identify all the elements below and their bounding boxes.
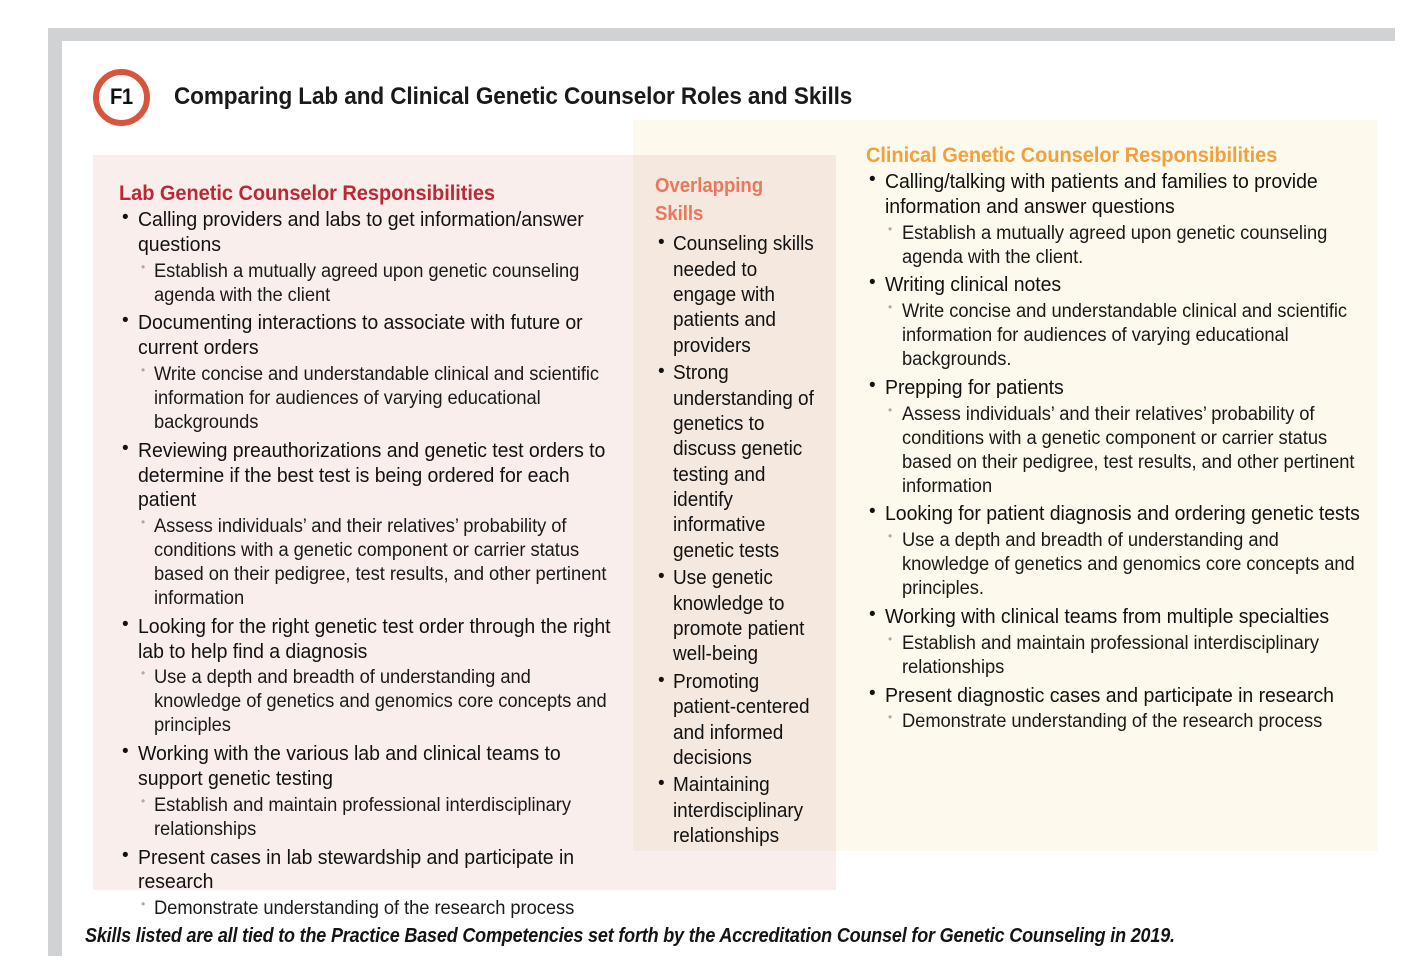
sub-bullet-item xyxy=(138,666,611,738)
bullet-item xyxy=(866,170,1362,269)
bullet-text: • Reviewing preauthorizations and genetic test orders to determine if the best test is being ordered for each patient xyxy=(138,438,606,512)
sub-bullet-text: • Write concise and understandable clinical and scientific information for audiences of varying educational backgrounds. xyxy=(902,301,1348,371)
bullet-text: • Use genetic knowledge to promote patient well-being xyxy=(673,567,805,666)
bullet-text: • Calling providers and labs to get information/answer questions xyxy=(138,208,584,256)
overlap-heading-line-1: Overlapping xyxy=(655,175,764,197)
bullet-text: • Working with clinical teams from multiple specialties xyxy=(885,605,1330,629)
sub-bullet-list xyxy=(885,222,1362,270)
figure-title: Comparing Lab and Clinical Genetic Counselor Roles and Skills xyxy=(174,83,853,110)
lab-column-heading: Lab Genetic Counselor Responsibilities xyxy=(119,181,495,205)
figure-header xyxy=(93,66,911,128)
sub-bullet-text: • Establish and maintain professional interdisciplinary relationships xyxy=(154,794,571,840)
lab-bullet-list xyxy=(119,208,611,921)
sub-bullet-item xyxy=(885,529,1362,601)
clinical-column-heading: Clinical Genetic Counselor Responsibilities xyxy=(866,143,1278,167)
bullet-text: • Looking for patient diagnosis and ordering genetic tests xyxy=(885,502,1360,526)
sub-bullet-item xyxy=(885,632,1362,680)
overlap-bullet-list xyxy=(655,232,824,849)
sub-bullet-text: • Assess individuals’ and their relatives’ probability of conditions with a genetic component or carrier status based on their pedigree, test results, and other pertinent information xyxy=(154,516,607,609)
clinical-responsibilities-column xyxy=(836,120,1378,738)
overlap-heading-line-2: Skills xyxy=(655,202,704,225)
sub-bullet-item xyxy=(885,403,1362,499)
sub-bullet-item xyxy=(138,897,611,921)
bullet-text: • Maintaining interdisciplinary relationships xyxy=(673,774,804,848)
page-frame-top-bar xyxy=(48,28,1395,41)
sub-bullet-item xyxy=(138,260,611,308)
figure-number-badge xyxy=(93,69,150,126)
sub-bullet-list xyxy=(138,897,611,921)
bullet-item xyxy=(655,670,824,772)
bullet-text: • Calling/talking with patients and families to provide information and answer questions xyxy=(885,170,1318,218)
sub-bullet-item xyxy=(885,710,1362,734)
bullet-item xyxy=(655,361,824,564)
bullet-item xyxy=(119,846,611,922)
figure-number-label: F1 xyxy=(110,84,133,109)
bullet-text: • Counseling skills needed to engage with patients and providers xyxy=(673,233,814,357)
sub-bullet-text: • Write concise and understandable clinical and scientific information for audiences of varying educational backgrounds xyxy=(154,364,600,433)
sub-bullet-text: • Demonstrate understanding of the research process xyxy=(902,711,1323,733)
bullet-text: • Prepping for patients xyxy=(885,376,1064,399)
bullet-item xyxy=(866,273,1362,372)
bullet-text: • Present cases in lab stewardship and participate in research xyxy=(138,845,575,894)
overlap-column-heading xyxy=(655,173,812,228)
bullet-text: • Documenting interactions to associate with future or current orders xyxy=(138,311,583,360)
sub-bullet-text: • Establish and maintain professional interdisciplinary relationships xyxy=(902,632,1319,678)
sub-bullet-item xyxy=(138,363,611,435)
sub-bullet-list xyxy=(138,666,611,738)
bullet-item xyxy=(119,615,611,738)
clinical-bullet-list xyxy=(866,170,1362,734)
sub-bullet-item xyxy=(885,300,1362,372)
sub-bullet-list xyxy=(885,300,1362,372)
sub-bullet-text: • Use a depth and breadth of understanding and knowledge of genetics and genomics core concepts and principles. xyxy=(902,530,1355,600)
sub-bullet-list xyxy=(885,529,1362,601)
bullet-item xyxy=(119,208,611,307)
sub-bullet-text: • Establish a mutually agreed upon genetic counseling agenda with the client xyxy=(154,260,580,306)
sub-bullet-list xyxy=(885,403,1362,499)
sub-bullet-item xyxy=(885,222,1362,270)
bullet-text: • Looking for the right genetic test order through the right lab to help find a diagnosis xyxy=(138,614,611,663)
sub-bullet-list xyxy=(138,515,611,611)
sub-bullet-item xyxy=(138,794,611,842)
sub-bullet-list xyxy=(138,260,611,308)
page-frame-left-bar xyxy=(48,28,62,956)
bullet-item xyxy=(655,773,824,849)
sub-bullet-item xyxy=(138,515,611,611)
bullet-text: • Writing clinical notes xyxy=(885,273,1062,297)
sub-bullet-list xyxy=(138,794,611,842)
sub-bullet-text: • Establish a mutually agreed upon genetic counseling agenda with the client. xyxy=(902,222,1328,268)
bullet-item xyxy=(119,742,611,841)
bullet-text: • Present diagnostic cases and participate in research xyxy=(885,683,1334,707)
sub-bullet-list xyxy=(138,363,611,435)
bullet-item xyxy=(866,605,1362,680)
sub-bullet-text: • Assess individuals’ and their relatives’ probability of conditions with a genetic component or carrier status based on their pedigree, test results, and other pertinent information xyxy=(902,403,1355,497)
overlapping-skills-column xyxy=(633,155,836,852)
bullet-text: • Working with the various lab and clinical teams to support genetic testing xyxy=(138,742,561,791)
bullet-text: • Strong understanding of genetics to discuss genetic testing and identify informative genetic tests xyxy=(673,362,814,562)
bullet-item xyxy=(119,311,611,434)
bullet-text: • Promoting patient-centered and informed decisions xyxy=(673,670,810,769)
bullet-item xyxy=(119,439,611,611)
bullet-item xyxy=(866,502,1362,601)
bullet-item xyxy=(655,232,824,359)
sub-bullet-text: • Demonstrate understanding of the research process xyxy=(154,898,575,920)
lab-responsibilities-column xyxy=(93,155,633,925)
bullet-item xyxy=(866,376,1362,498)
figure-footnote: Skills listed are all tied to the Practice Based Competencies set forth by the Accreditation Counsel for Genetic Counseling in 2019. xyxy=(85,925,1175,947)
bullet-item xyxy=(655,566,824,668)
sub-bullet-list xyxy=(885,632,1362,680)
bullet-item xyxy=(866,684,1362,735)
sub-bullet-list xyxy=(885,710,1362,734)
sub-bullet-text: • Use a depth and breadth of understanding and knowledge of genetics and genomics core concepts and principles xyxy=(154,667,607,737)
